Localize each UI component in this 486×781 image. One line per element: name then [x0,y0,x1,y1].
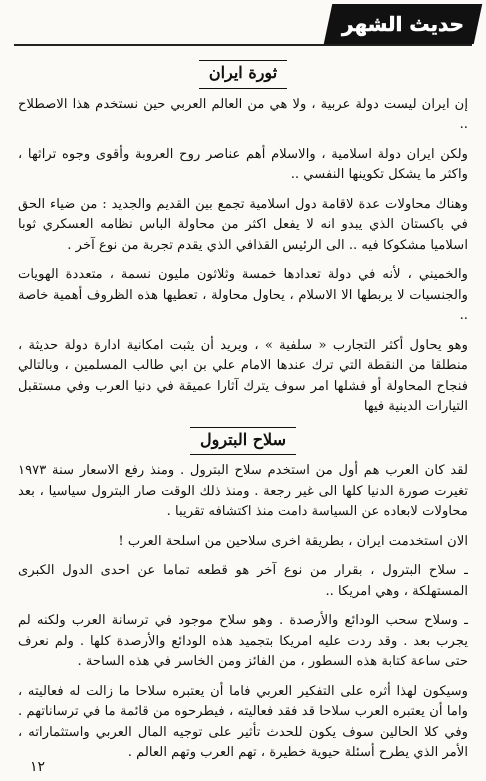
paragraph: ولكن ايران دولة اسلامية ، والاسلام أهم عناصر روح العروبة وأقوى وجوه تراثها ، واكثر ما يشكل تكوينها النفسي .. [18,146,468,182]
paragraph: والخميني ، لأنه في دولة تعدادها خمسة وثلاثون مليون نسمة ، متعددة الهويات والجنسيات لا يربطها الا الاسلام ، يحاول محاولة ، تعطيها هذه الظروف أهمية خاصة .. [18,267,468,323]
section-title-oil-weapon [18,427,468,456]
header-brand-text: حديث الشهر [342,12,464,36]
paragraph: ـ وسلاح سحب الودائع والأرصدة . وهو سلاح موجود في ترسانة العرب ولكنه لم يجرب بعد . وقد ردت عليه امريكا بتجميد هذه الودائع والأرصدة كلها . ولم نعرف حتى ساعة كتابة هذه السطور ، من الفائز ومن الخاسر في هذه الساحة . [18,613,468,669]
paragraph: ـ سلاح البترول ، بقرار من نوع آخر هو قطعه تماما عن احدى الدول الكبرى المستهلكة ، وهي امريكا .. [18,563,468,599]
section-title-iran-revolution [18,60,468,89]
section-title-text: سلاح البترول [190,427,296,456]
paragraph: الان استخدمت ايران ، بطريقة اخرى سلاحين من اسلحة العرب ! [118,533,468,549]
paragraph: إن ايران ليست دولة عربية ، ولا هي من العالم العربي حين نستخدم هذا الاصطلاح .. [18,96,468,132]
magazine-header-logo [324,4,483,44]
section-title-text: ثورة ايران [199,60,287,89]
paragraph: وسيكون لهذا أثره على التفكير العربي فاما أن يعتبره سلاحا ما زالت له فعاليته ، واما أن يعتبره العرب سلاحا قد فقد فعاليته ، فيطرحوه من قائمة ما في ترساناتهم . وفي كلا الحالين سوف يكون للحدث تأثير على توجيه المال العربي واستثماراته ، الأمر الذي يطرح أسئلة حيوية خطيرة ، تهم العرب وتهم العالم . [18,683,468,760]
article-body [18,56,468,773]
page-number: ١٢ [30,759,46,775]
paragraph: وهو يحاول أكثر التجارب « سلفية » ، ويريد أن يثبت امكانية ادارة دولة حديثة ، منطلقا من النقطة التي ترك عندها الامام علي بن ابي طالب المسلمين ، وبالتالي فنجاح المحاولة أو فشلها امر سوف يترك آثارا عميقة في دنيا العرب وفي مستقبل التيارات الدينية فيها [18,337,468,414]
paragraph: لقد كان العرب هم أول من استخدم سلاح البترول . ومنذ رفع الاسعار سنة ١٩٧٣ تغيرت صورة الدنيا كلها الى غير رجعة . ومنذ ذلك الوقت صار البترول سياسيا ، بعد محاولات لابعاده عن السياسة دامت منذ اكتشافه تقريبا . [18,463,468,519]
paragraph: وهناك محاولات عدة لاقامة دول اسلامية تجمع بين القديم والجديد : من ضياء الحق في باكستان الذي يبدو انه لا يفعل اكثر من محاولة الباس نظامه العسكري ثوبا اسلاميا مشكوكا فيه .. الى الرئيس القذافي الذي يقدم تجربة من نوع آخر . [18,196,468,253]
header-rule [14,44,472,46]
